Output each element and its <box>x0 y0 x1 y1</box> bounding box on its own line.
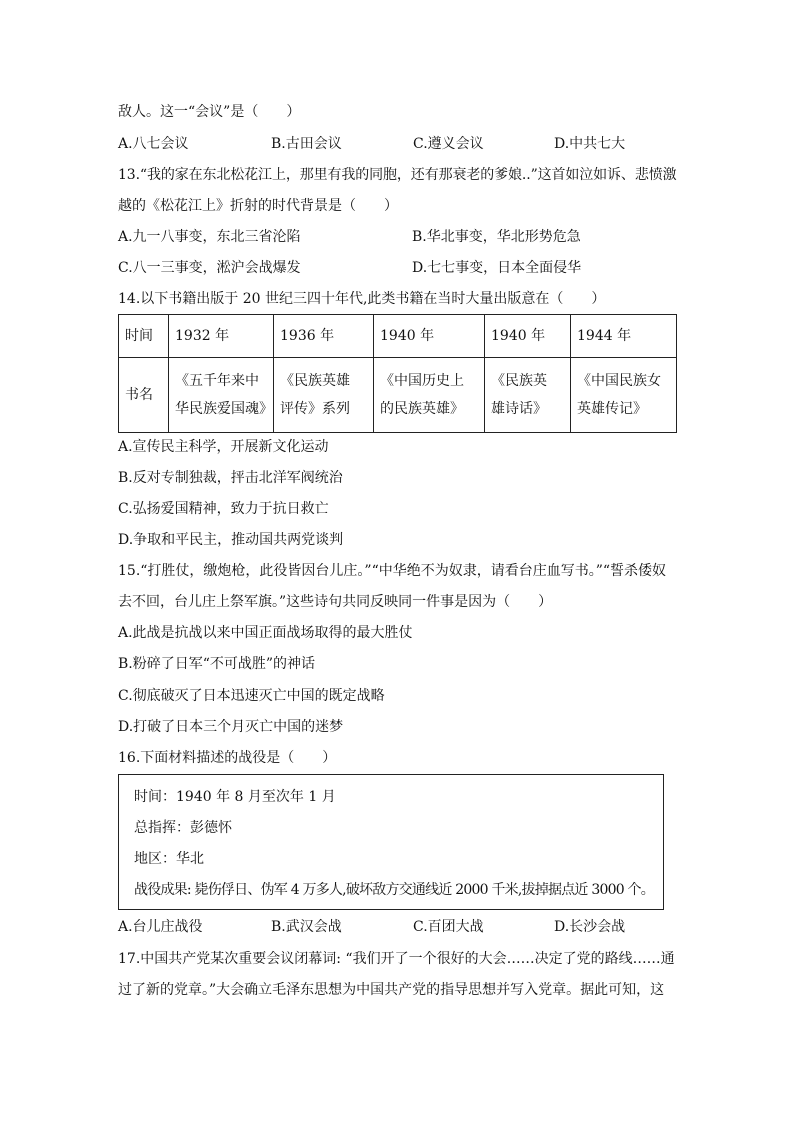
book-title-part: 《中国民族女 <box>577 373 661 389</box>
book-title-part: 《民族英 <box>491 373 547 389</box>
table-cell-book <box>274 358 374 433</box>
book-title-part: 评传》系列 <box>280 401 350 417</box>
q14-option-d: D.争取和平民主，推动国共两党谈判 <box>118 532 344 548</box>
q15-option-d: D.打破了日本三个月灭亡中国的迷梦 <box>118 719 344 735</box>
table-cell-book <box>169 358 274 433</box>
q12-option-d: D.中共七大 <box>554 136 626 152</box>
table-header-title: 书名 <box>119 358 169 433</box>
q12-option-b: B.古田会议 <box>271 136 342 152</box>
material-result: 战役成果: 毙伤俘日、伪军 4 万多人,破坏敌方交通线近 2000 千米,拔掉据点近 3000 个。 <box>134 882 654 898</box>
q14-book-table <box>118 314 677 433</box>
q16-material-box <box>118 774 664 910</box>
q15-stem-line2: 去不回，台儿庄上祭军旗。”这些诗句共同反映同一件事是因为（ ） <box>118 594 553 610</box>
q12-option-c: C.遵义会议 <box>413 136 484 152</box>
q13-option-c: C.八一三事变，淞沪会战爆发 <box>118 260 301 276</box>
q13-option-b: B.华北事变，华北形势危急 <box>412 229 581 245</box>
q12-stem-tail: 敌人。这一“会议”是（ ） <box>118 104 301 120</box>
q13-stem-line1: 13.“我的家在东北松花江上，那里有我的同胞，还有那衰老的爹娘..”这首如泣如诉、悲愤激 <box>118 167 677 183</box>
q14-option-b: B.反对专制独裁，抨击北洋军阀统治 <box>118 470 343 486</box>
book-title-part: 英雄传记》 <box>577 401 647 417</box>
table-cell-book <box>485 358 571 433</box>
table-header-time: 时间 <box>119 315 169 358</box>
q13-stem-line2: 越的《松花江上》折射的时代背景是（ ） <box>118 198 398 214</box>
q15-option-b: B.粉碎了日军“不可战胜”的神话 <box>118 656 316 672</box>
table-cell-book <box>571 358 677 433</box>
book-title-part: 《中国历史上 <box>380 373 464 389</box>
q14-option-c: C.弘扬爱国精神，致力于抗日救亡 <box>118 501 329 517</box>
q13-option-a: A.九一八事变，东北三省沦陷 <box>118 229 301 245</box>
q14-option-a: A.宣传民主科学，开展新文化运动 <box>118 439 329 455</box>
q12-option-a: A.八七会议 <box>118 136 189 152</box>
q16-option-a: A.台儿庄战役 <box>118 919 203 935</box>
q15-option-c: C.彻底破灭了日本迅速灭亡中国的既定战略 <box>118 688 385 704</box>
q13-option-d: D.七七事变，日本全面侵华 <box>412 260 582 276</box>
book-title-part: 《五千年来中 <box>175 373 259 389</box>
q15-option-a: A.此战是抗战以来中国正面战场取得的最大胜仗 <box>118 625 413 641</box>
book-title-part: 《民族英雄 <box>280 373 350 389</box>
q16-option-b: B.武汉会战 <box>271 919 342 935</box>
book-title-part: 华民族爱国魂》 <box>175 401 273 417</box>
material-region: 地区：华北 <box>134 851 204 867</box>
table-row <box>119 315 677 358</box>
book-title-part: 雄诗话》 <box>491 401 547 417</box>
q14-stem: 14.以下书籍出版于 20 世纪三四十年代,此类书籍在当时大量出版意在（ ） <box>118 291 606 307</box>
table-cell-year: 1932 年 <box>169 315 274 358</box>
table-cell-year: 1940 年 <box>374 315 485 358</box>
q16-option-d: D.长沙会战 <box>554 919 626 935</box>
table-row <box>119 358 677 433</box>
book-title-part: 的民族英雄》 <box>380 401 464 417</box>
material-time: 时间：1940 年 8 月至次年 1 月 <box>134 789 336 805</box>
material-commander: 总指挥：彭德怀 <box>134 820 232 836</box>
q17-stem-line2: 过了新的党章。”大会确立毛泽东思想为中国共产党的指导思想并写入党章。据此可知，这 <box>118 982 665 998</box>
table-cell-year: 1940 年 <box>485 315 571 358</box>
q15-stem-line1: 15.“打胜仗，缴炮枪，此役皆因台儿庄。”“中华绝不为奴隶，请看台庄血写书。”“誓杀倭奴 <box>118 563 667 579</box>
table-cell-book <box>374 358 485 433</box>
table-cell-year: 1936 年 <box>274 315 374 358</box>
table-cell-year: 1944 年 <box>571 315 677 358</box>
q16-option-c: C.百团大战 <box>413 919 484 935</box>
q16-stem: 16.下面材料描述的战役是（ ） <box>118 750 337 766</box>
q17-stem-line1: 17.中国共产党某次重要会议闭幕词: “我们开了一个很好的大会……决定了党的路线……通 <box>118 951 675 967</box>
